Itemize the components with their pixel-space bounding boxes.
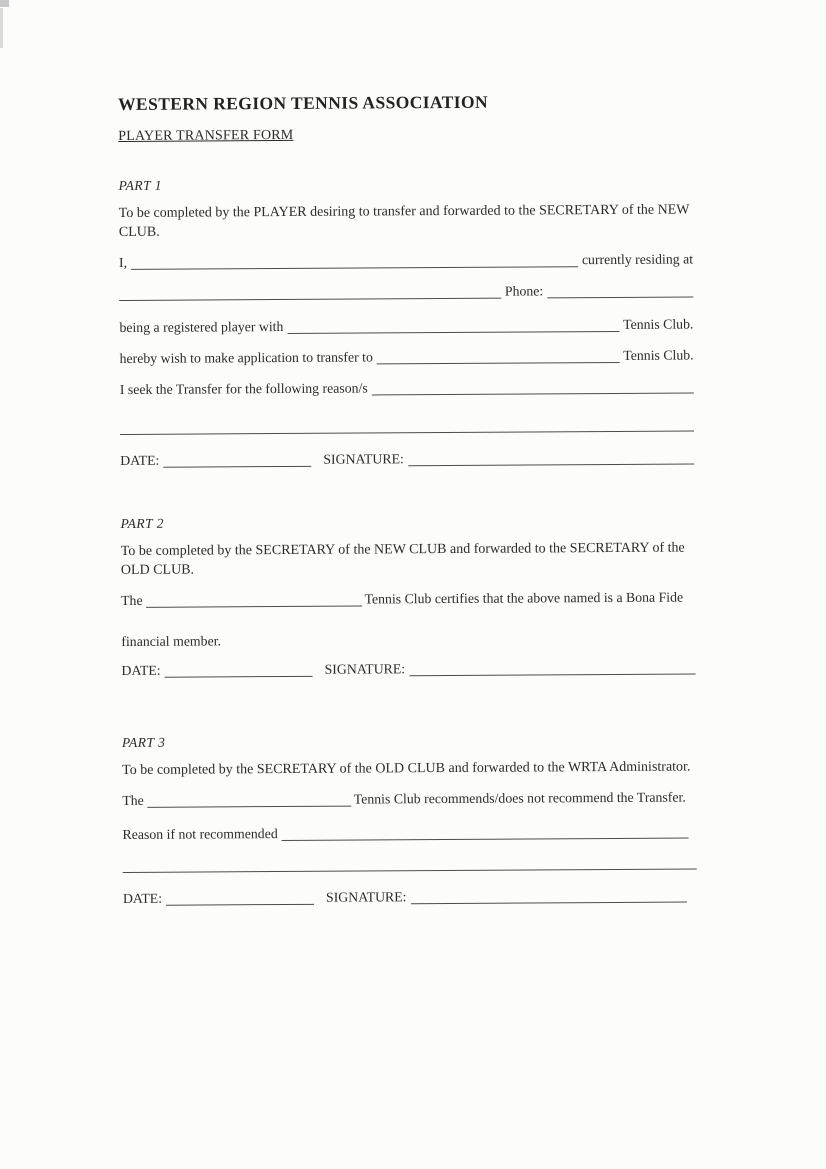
registered-club-line[interactable] bbox=[287, 329, 619, 334]
part1-signature-label: SIGNATURE: bbox=[323, 451, 404, 467]
transfer-reason-row bbox=[120, 378, 694, 397]
part3-description: To be completed by the SECRETARY of the OLD CLUB and forwarded to the WRTA Administrator. bbox=[122, 759, 691, 778]
part3-club-row bbox=[122, 789, 696, 808]
part1-heading: PART 1 bbox=[118, 177, 162, 193]
part3-continuation-line[interactable] bbox=[123, 868, 697, 873]
part2-description: To be completed by the SECRETARY of the NEW CLUB and forwarded to the SECRETARY of the OLD CLUB. bbox=[120, 540, 685, 578]
reason-continuation-line[interactable] bbox=[120, 430, 694, 435]
reason-prefix-label: I seek the Transfer for the following reason/s bbox=[119, 380, 368, 397]
not-recommended-reason-line[interactable] bbox=[282, 835, 689, 840]
transfer-club-line[interactable] bbox=[377, 360, 619, 364]
part2-date-label: DATE: bbox=[121, 662, 161, 678]
not-recommended-prefix-label: Reason if not recommended bbox=[122, 825, 278, 842]
part2-club-row bbox=[121, 589, 695, 608]
name-prefix-label: I, bbox=[118, 254, 128, 270]
registered-suffix-label: Tennis Club. bbox=[623, 316, 694, 332]
form-title: WESTERN REGION TENNIS ASSOCIATION bbox=[118, 91, 489, 114]
part1-date-label: DATE: bbox=[120, 452, 160, 468]
part2-club-line[interactable] bbox=[147, 604, 363, 608]
phone-line[interactable] bbox=[547, 294, 693, 298]
scan-corner-artifact bbox=[0, 0, 9, 7]
reason-line[interactable] bbox=[372, 390, 694, 395]
part3-date-line[interactable] bbox=[166, 901, 314, 905]
player-name-row bbox=[119, 251, 693, 270]
part3-signature-label: SIGNATURE: bbox=[325, 888, 407, 905]
part2-heading: PART 2 bbox=[120, 515, 165, 531]
phone-label: Phone: bbox=[504, 283, 544, 299]
transfer-suffix-label: Tennis Club. bbox=[623, 347, 694, 363]
registered-club-row bbox=[119, 316, 693, 335]
player-name-line[interactable] bbox=[131, 264, 578, 270]
part2-signature-label: SIGNATURE: bbox=[324, 661, 406, 677]
transfer-club-row bbox=[120, 347, 694, 366]
part2-club-suffix-label: Tennis Club certifies that the above named is a Bona Fide bbox=[364, 589, 684, 607]
part3-date-signature-row bbox=[123, 887, 697, 906]
residing-suffix-label: currently residing at bbox=[581, 251, 694, 268]
part3-heading: PART 3 bbox=[121, 734, 166, 750]
scan-edge-artifact bbox=[0, 8, 3, 48]
part2-date-signature-row bbox=[121, 659, 695, 678]
part3-date-label: DATE: bbox=[122, 890, 163, 906]
part2-date-line[interactable] bbox=[165, 674, 313, 678]
part3-club-prefix-label: The bbox=[122, 792, 144, 808]
registered-prefix-label: being a registered player with bbox=[119, 318, 284, 335]
not-recommended-reason-row bbox=[122, 823, 696, 842]
form-content bbox=[118, 90, 697, 905]
part1-description: To be completed by the PLAYER desiring to transfer and forwarded to the SECRETARY of the NEW CLUB. bbox=[118, 202, 690, 240]
part1-date-signature-row bbox=[120, 449, 694, 468]
part1-date-line[interactable] bbox=[163, 464, 311, 468]
part2-club-prefix-label: The bbox=[121, 592, 143, 608]
financial-member-text: financial member. bbox=[121, 633, 221, 649]
part1-signature-line[interactable] bbox=[408, 461, 694, 466]
form-subtitle: PLAYER TRANSFER FORM bbox=[118, 127, 294, 144]
address-phone-row bbox=[119, 282, 693, 301]
part2-signature-line[interactable] bbox=[409, 671, 695, 676]
residing-address-line[interactable] bbox=[119, 296, 501, 301]
part3-club-line[interactable] bbox=[148, 803, 352, 807]
transfer-prefix-label: hereby wish to make application to transfer to bbox=[119, 349, 373, 366]
part3-signature-line[interactable] bbox=[411, 899, 687, 904]
part3-club-suffix-label: Tennis Club recommends/does not recommend the Transfer. bbox=[353, 789, 686, 807]
